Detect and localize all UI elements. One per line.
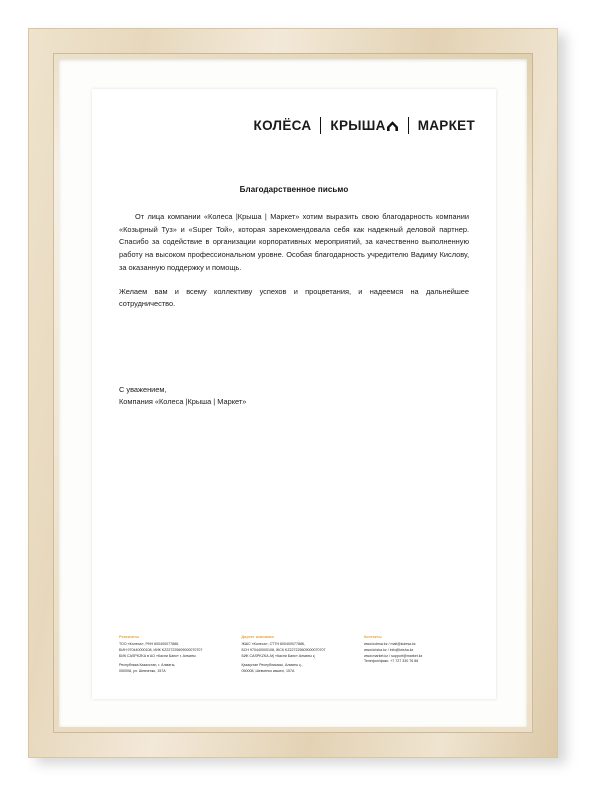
page-title: Благодарственное письмо (239, 185, 349, 194)
logo-word-krysha: КРЫША (330, 118, 386, 133)
footer-line: БИН 970440000108, ИИК KZ227225609000070707 (119, 647, 203, 652)
footer-line: www.market.kz / support@market.kz (363, 653, 423, 658)
logo-divider (320, 117, 321, 134)
logo-word-market: МАРКЕТ (417, 118, 475, 133)
roof-icon (386, 119, 399, 132)
footer-line: Телефон/факс: +7 727 330 76 86 (363, 659, 419, 664)
footer-line: ТОО «Колеса», РНН 600400077886, (119, 641, 180, 646)
letter-body (119, 211, 469, 322)
footer-heading-contacts: Контакты (363, 634, 382, 639)
letter-page (92, 89, 496, 699)
logo-word-kolesa: КОЛЁСА (253, 118, 312, 133)
letter-paragraph-1: От лица компании «Колеса |Крыша | Маркет» хотим выразить свою благодарность компании «Козырный Туз» и «Super Той», которая зарекомендовала себя как надежный деловой партнер. Спасибо за содействие в организации корпоративных мероприятий, за качественно выполненную работу на высоком профессиональном уровне. Особая благодарность учредителю Вадиму Кислову, за оказанную поддержку и помощь. (119, 212, 469, 272)
company-logo (254, 117, 475, 134)
letter-footer (119, 635, 474, 675)
footer-line: www.kolesa.kz / mail@kolesa.kz (363, 641, 416, 646)
footer-line: Қазақстан Республикасы, Алматы қ., (241, 663, 303, 668)
letter-paragraph-2: Желаем вам и всему коллективу успехов и процветания, и надеемся на дальнейшее сотрудничество. (119, 286, 469, 309)
footer-line: БИК CASPKZKA АҚ «Каспи Банк» Алматы қ. (241, 653, 316, 658)
signature-line-1: С уважением, (119, 385, 167, 394)
footer-column-directors (241, 635, 351, 675)
signature-line-2: Компания «Колеса |Крыша | Маркет» (119, 396, 247, 406)
footer-line: БИК CASPKZKA в АО «Каспи Банк» г. Алматы (119, 653, 196, 658)
footer-line: www.krisha.kz / info@krisha.kz (363, 647, 414, 652)
picture-frame (28, 28, 558, 758)
logo-divider-2 (408, 117, 409, 134)
footer-line: БСН 970440000108, ЖСК KZ227225609000070707 (241, 647, 326, 652)
footer-heading-requisites: Реквизиты (119, 634, 140, 639)
footer-line: 050008, Шевченко көшесі, 157А (241, 669, 295, 674)
signature-block (119, 384, 246, 408)
footer-line: ЖШС «Колеса», СТТН 600400077886, (241, 641, 306, 646)
footer-column-requisites (119, 635, 229, 675)
footer-line: Республика Казахстан, г. Алматы, (119, 663, 176, 668)
footer-column-contacts (364, 635, 474, 675)
footer-heading-directors: Директ компании (241, 634, 274, 639)
footer-line: 050008, ул. Шевченко, 157А (119, 669, 166, 674)
